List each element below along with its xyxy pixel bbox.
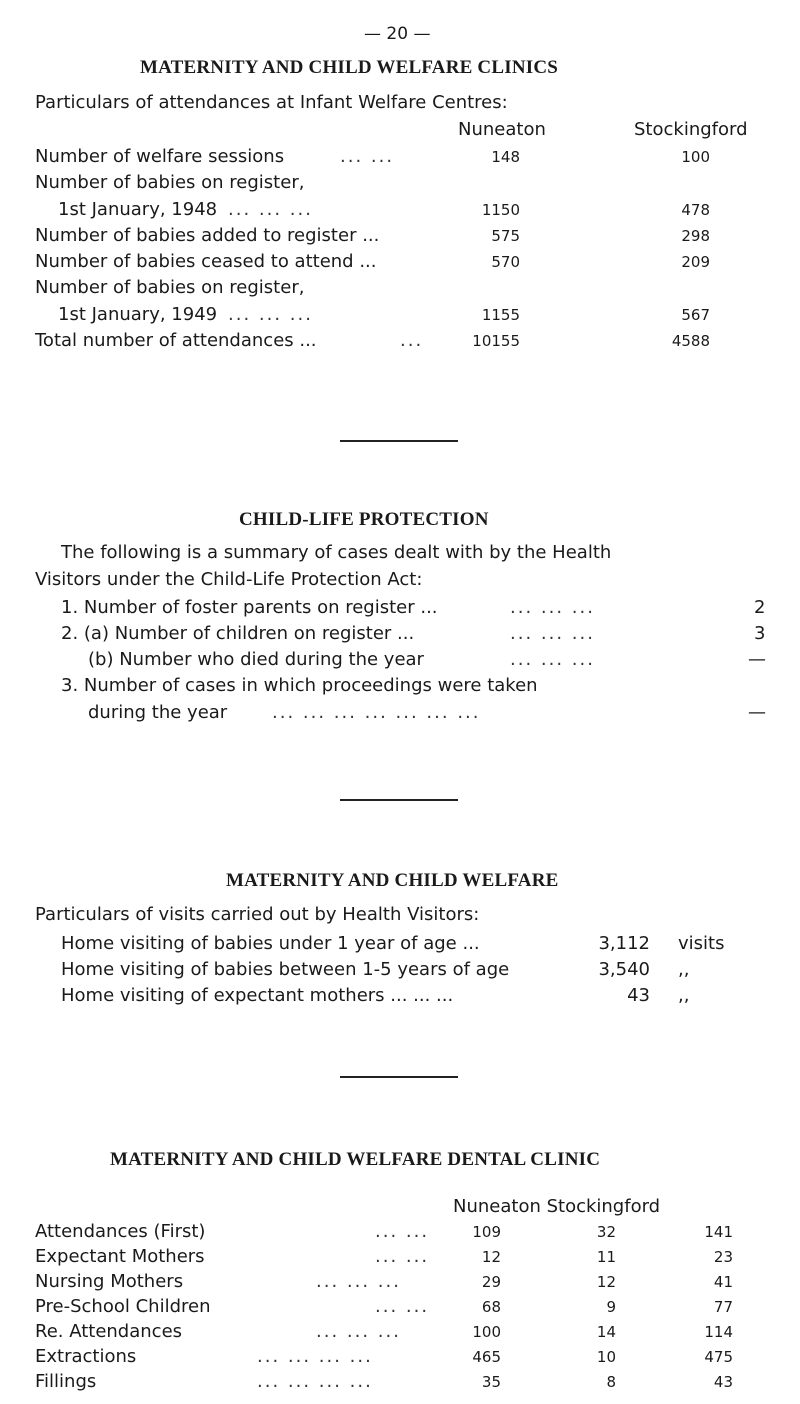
table-cell-nuneaton: 29 xyxy=(481,1273,501,1291)
clinics-intro: Particulars of attendances at Infant Welfare Centres: xyxy=(35,92,508,113)
list-item-text: (b) Number who died during the year xyxy=(88,649,424,670)
list-item-text: Home visiting of expectant mothers ... ... ... xyxy=(61,985,454,1006)
clinics-col-stockingford: Stockingford xyxy=(634,119,748,140)
visits-title: MATERNITY AND CHILD WELFARE xyxy=(226,870,559,891)
clinics-row-stockingford: 209 xyxy=(681,253,710,271)
table-cell-nuneaton: 100 xyxy=(472,1323,501,1341)
clinics-row-nuneaton: 148 xyxy=(491,148,520,166)
clinics-row-leader: ... ... ... xyxy=(228,199,313,220)
clinics-row-stockingford: 298 xyxy=(681,227,710,245)
clinics-row-leader: ... ... ... xyxy=(228,304,313,325)
list-item-value: 2 xyxy=(754,597,766,618)
table-cell-total: 114 xyxy=(704,1323,733,1341)
list-item-text: during the year xyxy=(88,702,228,723)
table-cell-total: 77 xyxy=(713,1298,733,1316)
table-row-leader: ... ... ... ... xyxy=(257,1346,373,1367)
clinics-row-nuneaton: 1155 xyxy=(481,306,520,324)
visits-intro: Particulars of visits carried out by Health Visitors: xyxy=(35,904,480,925)
clinics-title: MATERNITY AND CHILD WELFARE CLINICS xyxy=(140,57,559,78)
dental-header: Nuneaton Stockingford xyxy=(453,1196,661,1217)
table-cell-nuneaton: 12 xyxy=(481,1248,501,1266)
clinics-row-label: Number of babies on register, xyxy=(35,277,305,298)
section-divider xyxy=(340,1076,458,1078)
list-item-leader: ... ... ... ... ... ... ... xyxy=(272,702,481,723)
child-life-intro-2: Visitors under the Child-Life Protection Act: xyxy=(35,569,423,590)
dental-title: MATERNITY AND CHILD WELFARE DENTAL CLINIC xyxy=(110,1149,601,1170)
table-cell-total: 141 xyxy=(704,1223,733,1241)
table-row-label: Pre-School Children xyxy=(35,1296,211,1317)
clinics-row-stockingford: 478 xyxy=(681,201,710,219)
table-cell-total: 23 xyxy=(713,1248,733,1266)
clinics-row-stockingford: 4588 xyxy=(671,332,710,350)
list-item-leader: ... ... ... xyxy=(510,649,595,670)
clinics-row-leader: ... ... xyxy=(340,146,395,167)
list-item-value: 3 xyxy=(754,623,766,644)
clinics-row-nuneaton: 570 xyxy=(491,253,520,271)
clinics-row-label: Number of welfare sessions xyxy=(35,146,285,167)
table-cell-nuneaton: 465 xyxy=(472,1348,501,1366)
list-item-text: 2. (a) Number of children on register ... xyxy=(61,623,415,644)
clinics-row-label: Number of babies added to register ... xyxy=(35,225,380,246)
table-row-label: Nursing Mothers xyxy=(35,1271,184,1292)
section-divider xyxy=(340,799,458,801)
clinics-row-nuneaton: 10155 xyxy=(472,332,520,350)
list-item-value: 3,112 xyxy=(598,933,650,954)
clinics-row-nuneaton: 575 xyxy=(491,227,520,245)
clinics-row-stockingford: 100 xyxy=(681,148,710,166)
list-item-unit: ,, xyxy=(678,959,690,980)
list-item-value: 3,540 xyxy=(598,959,650,980)
list-item-unit: ,, xyxy=(678,985,690,1006)
list-item-value: 43 xyxy=(627,985,650,1006)
clinics-row-label: Number of babies ceased to attend ... xyxy=(35,251,377,272)
table-cell-stockingford: 32 xyxy=(596,1223,616,1241)
table-cell-stockingford: 10 xyxy=(596,1348,616,1366)
clinics-row-label2: 1st January, 1948 xyxy=(58,199,218,220)
table-row-label: Re. Attendances xyxy=(35,1321,183,1342)
list-item-value: — xyxy=(748,649,766,670)
table-row-leader: ... ... ... ... xyxy=(257,1371,373,1392)
table-cell-stockingford: 14 xyxy=(596,1323,616,1341)
table-cell-stockingford: 11 xyxy=(596,1248,616,1266)
clinics-row-leader: ... xyxy=(400,330,424,351)
clinics-row-nuneaton: 1150 xyxy=(481,201,520,219)
table-cell-nuneaton: 109 xyxy=(472,1223,501,1241)
table-cell-total: 43 xyxy=(713,1373,733,1391)
table-row-leader: ... ... ... xyxy=(316,1321,401,1342)
table-cell-stockingford: 9 xyxy=(606,1298,616,1316)
table-row-leader: ... ... xyxy=(375,1246,430,1267)
table-row-leader: ... ... ... xyxy=(316,1271,401,1292)
clinics-row-label2: 1st January, 1949 xyxy=(58,304,218,325)
table-row-label: Fillings xyxy=(35,1371,97,1392)
table-row-label: Extractions xyxy=(35,1346,137,1367)
page-number: — 20 — xyxy=(364,24,431,44)
clinics-col-nuneaton: Nuneaton xyxy=(458,119,546,140)
list-item-text: Home visiting of babies under 1 year of age ... xyxy=(61,933,480,954)
table-row-label: Expectant Mothers xyxy=(35,1246,205,1267)
table-cell-stockingford: 12 xyxy=(596,1273,616,1291)
table-cell-stockingford: 8 xyxy=(606,1373,616,1391)
section-divider xyxy=(340,440,458,442)
clinics-row-label: Number of babies on register, xyxy=(35,172,305,193)
list-item-leader: ... ... ... xyxy=(510,623,595,644)
table-cell-nuneaton: 68 xyxy=(481,1298,501,1316)
list-item-text: 1. Number of foster parents on register ... xyxy=(61,597,438,618)
list-item-text: Home visiting of babies between 1-5 years of age xyxy=(61,959,510,980)
table-cell-total: 41 xyxy=(713,1273,733,1291)
table-row-label: Attendances (First) xyxy=(35,1221,206,1242)
table-row-leader: ... ... xyxy=(375,1221,430,1242)
list-item-unit: visits xyxy=(678,933,725,954)
list-item-leader: ... ... ... xyxy=(510,597,595,618)
child-life-title: CHILD-LIFE PROTECTION xyxy=(239,509,489,530)
clinics-row-label: Total number of attendances ... xyxy=(35,330,317,351)
table-cell-nuneaton: 35 xyxy=(481,1373,501,1391)
list-item-text: 3. Number of cases in which proceedings were taken xyxy=(61,675,538,696)
list-item-value: — xyxy=(748,702,766,723)
child-life-intro-1: The following is a summary of cases dealt with by the Health xyxy=(61,542,612,563)
clinics-row-stockingford: 567 xyxy=(681,306,710,324)
table-row-leader: ... ... xyxy=(375,1296,430,1317)
table-cell-total: 475 xyxy=(704,1348,733,1366)
